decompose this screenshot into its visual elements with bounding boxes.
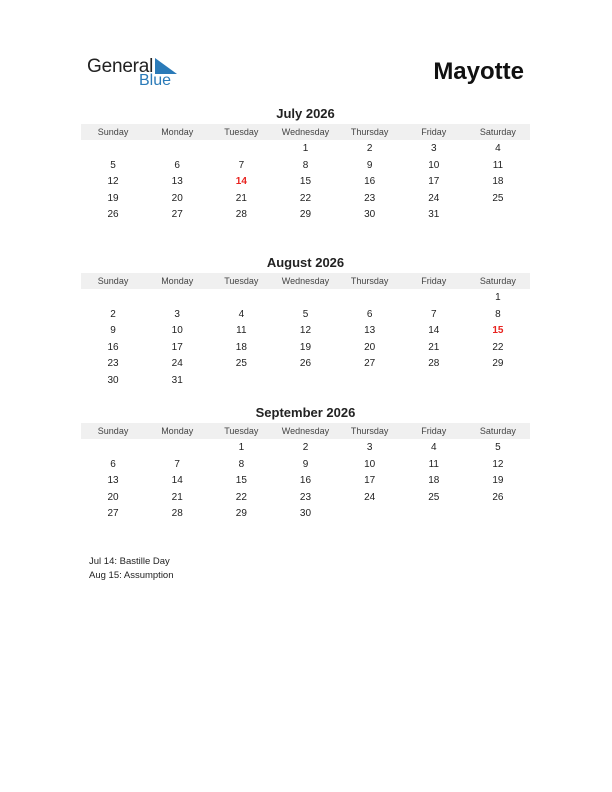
day-cell: 4 <box>238 308 245 320</box>
day-cell: 9 <box>366 159 373 171</box>
day-cell: 20 <box>171 192 183 204</box>
day-cell: 11 <box>236 325 247 337</box>
day-cell: 29 <box>492 358 504 370</box>
day-cell: 13 <box>171 176 183 188</box>
empty-cell <box>145 141 209 158</box>
day-cell: 15 <box>299 176 312 188</box>
weekday-label: Monday <box>161 127 194 137</box>
day-cell: 10 <box>364 458 376 470</box>
day-cell: 17 <box>364 475 376 487</box>
empty-cell <box>81 141 145 158</box>
day-cell: 22 <box>299 192 312 204</box>
day-cell: 23 <box>364 192 376 204</box>
weekday-label: Thursday <box>350 127 389 137</box>
day-cell: 13 <box>364 325 376 337</box>
day-cell: 1 <box>302 143 309 154</box>
day-cell: 19 <box>492 475 504 487</box>
day-cell: 28 <box>428 358 440 370</box>
day-cell: 25 <box>235 358 247 370</box>
weekday-label: Wednesday <box>281 276 330 286</box>
day-cell: 18 <box>492 176 504 188</box>
day-cell: 27 <box>171 209 183 221</box>
day-cell: 5 <box>302 308 309 320</box>
day-cell: 7 <box>174 458 180 470</box>
day-cell: 22 <box>235 491 247 503</box>
day-cell: 31 <box>428 209 440 221</box>
day-cell: 14 <box>428 325 440 337</box>
empty-cell <box>81 290 145 307</box>
empty-cell <box>338 290 402 307</box>
day-cell: 30 <box>107 374 119 386</box>
weekday-label: Monday <box>161 426 194 436</box>
day-cell: 2 <box>302 442 309 453</box>
weekday-label: Sunday <box>97 276 129 286</box>
holiday-note: Jul 14: Bastille Day <box>89 556 170 567</box>
day-cell: 19 <box>299 341 312 353</box>
day-cell: 7 <box>238 159 245 171</box>
day-cell: 14 <box>171 475 183 487</box>
day-cell: 20 <box>107 491 119 503</box>
day-cell: 9 <box>110 325 116 337</box>
day-cell: 16 <box>107 341 119 353</box>
weekday-label: Tuesday <box>224 127 259 137</box>
weekday-label: Sunday <box>97 426 129 436</box>
brand-logo <box>87 56 187 92</box>
day-cell: 6 <box>110 458 116 470</box>
country-title: Mayotte <box>433 58 524 85</box>
day-cell: 12 <box>107 176 119 188</box>
day-cell: 2 <box>110 308 116 320</box>
weekday-label: Tuesday <box>224 426 259 436</box>
day-cell: 26 <box>492 491 504 503</box>
empty-cell <box>145 290 209 307</box>
weekday-label: Saturday <box>479 276 516 286</box>
weekday-label: Wednesday <box>281 127 330 137</box>
holiday-notes <box>89 555 174 583</box>
day-cell: 22 <box>492 341 504 353</box>
empty-cell <box>402 290 466 307</box>
day-cell: 14 <box>235 176 247 188</box>
day-cell: 4 <box>430 442 437 453</box>
empty-cell <box>145 440 209 457</box>
day-cell: 3 <box>174 308 180 320</box>
day-cell: 27 <box>107 508 119 520</box>
day-cell: 17 <box>428 176 440 188</box>
weekday-label: Friday <box>421 127 447 137</box>
logo-text-general: General <box>87 56 154 77</box>
day-cell: 23 <box>107 358 119 370</box>
month-title: September 2026 <box>255 405 356 420</box>
month-title: August 2026 <box>266 255 345 270</box>
empty-cell <box>81 440 145 457</box>
day-cell: 30 <box>364 209 376 221</box>
day-cell: 13 <box>107 475 119 487</box>
day-cell: 21 <box>171 491 183 503</box>
day-cell: 9 <box>302 458 309 470</box>
day-cell: 15 <box>492 325 504 337</box>
empty-cell <box>209 141 273 158</box>
day-cell: 28 <box>171 508 183 520</box>
weekday-label: Friday <box>421 276 447 286</box>
day-cell: 24 <box>171 358 183 370</box>
day-cell: 8 <box>238 458 245 470</box>
day-cell: 11 <box>492 159 504 171</box>
day-grid <box>81 290 530 390</box>
day-cell: 3 <box>366 442 373 453</box>
day-cell: 26 <box>107 209 119 221</box>
month-august <box>81 254 530 390</box>
month-july <box>81 105 530 224</box>
day-cell: 5 <box>110 159 116 171</box>
day-cell: 1 <box>495 292 501 303</box>
day-cell: 25 <box>492 192 504 204</box>
weekday-label: Monday <box>161 276 194 286</box>
weekday-header <box>81 124 530 140</box>
weekday-label: Saturday <box>479 426 516 436</box>
day-cell: 23 <box>299 491 312 503</box>
day-cell: 29 <box>235 508 247 520</box>
weekday-label: Wednesday <box>281 426 330 436</box>
day-cell: 15 <box>235 475 247 487</box>
day-cell: 24 <box>428 192 440 204</box>
day-cell: 29 <box>299 209 312 221</box>
weekday-header <box>81 423 530 439</box>
day-cell: 8 <box>495 308 501 320</box>
day-cell: 6 <box>366 308 373 320</box>
day-cell: 5 <box>495 442 501 453</box>
day-cell: 30 <box>299 508 312 520</box>
logo-text-blue: Blue <box>139 72 172 89</box>
day-cell: 18 <box>235 341 247 353</box>
day-grid <box>81 141 530 224</box>
weekday-label: Thursday <box>350 426 389 436</box>
weekday-label: Sunday <box>97 127 129 137</box>
weekday-label: Thursday <box>350 276 389 286</box>
holiday-note: Aug 15: Assumption <box>89 570 174 581</box>
day-cell: 21 <box>235 192 247 204</box>
day-cell: 31 <box>171 374 183 386</box>
day-cell: 2 <box>366 143 373 154</box>
day-cell: 18 <box>428 475 440 487</box>
day-grid <box>81 440 530 523</box>
empty-cell <box>273 290 337 307</box>
day-cell: 26 <box>299 358 312 370</box>
empty-cell <box>209 290 273 307</box>
month-september <box>81 404 530 523</box>
weekday-label: Saturday <box>479 127 516 137</box>
day-cell: 12 <box>299 325 312 337</box>
day-cell: 11 <box>428 458 439 470</box>
day-cell: 24 <box>364 491 376 503</box>
day-cell: 7 <box>430 308 437 320</box>
day-cell: 17 <box>171 341 183 353</box>
day-cell: 28 <box>235 209 247 221</box>
weekday-label: Friday <box>421 426 447 436</box>
day-cell: 27 <box>364 358 376 370</box>
month-title: July 2026 <box>276 106 335 121</box>
day-cell: 10 <box>171 325 183 337</box>
day-cell: 16 <box>299 475 312 487</box>
day-cell: 12 <box>492 458 504 470</box>
day-cell: 3 <box>430 143 437 154</box>
day-cell: 6 <box>174 159 180 171</box>
day-cell: 19 <box>107 192 119 204</box>
day-cell: 10 <box>428 159 440 171</box>
day-cell: 4 <box>495 143 501 154</box>
weekday-header <box>81 273 530 289</box>
day-cell: 25 <box>428 491 440 503</box>
weekday-label: Tuesday <box>224 276 259 286</box>
day-cell: 8 <box>302 159 309 171</box>
day-cell: 21 <box>428 341 440 353</box>
day-cell: 16 <box>364 176 376 188</box>
day-cell: 1 <box>238 442 245 453</box>
day-cell: 20 <box>364 341 376 353</box>
